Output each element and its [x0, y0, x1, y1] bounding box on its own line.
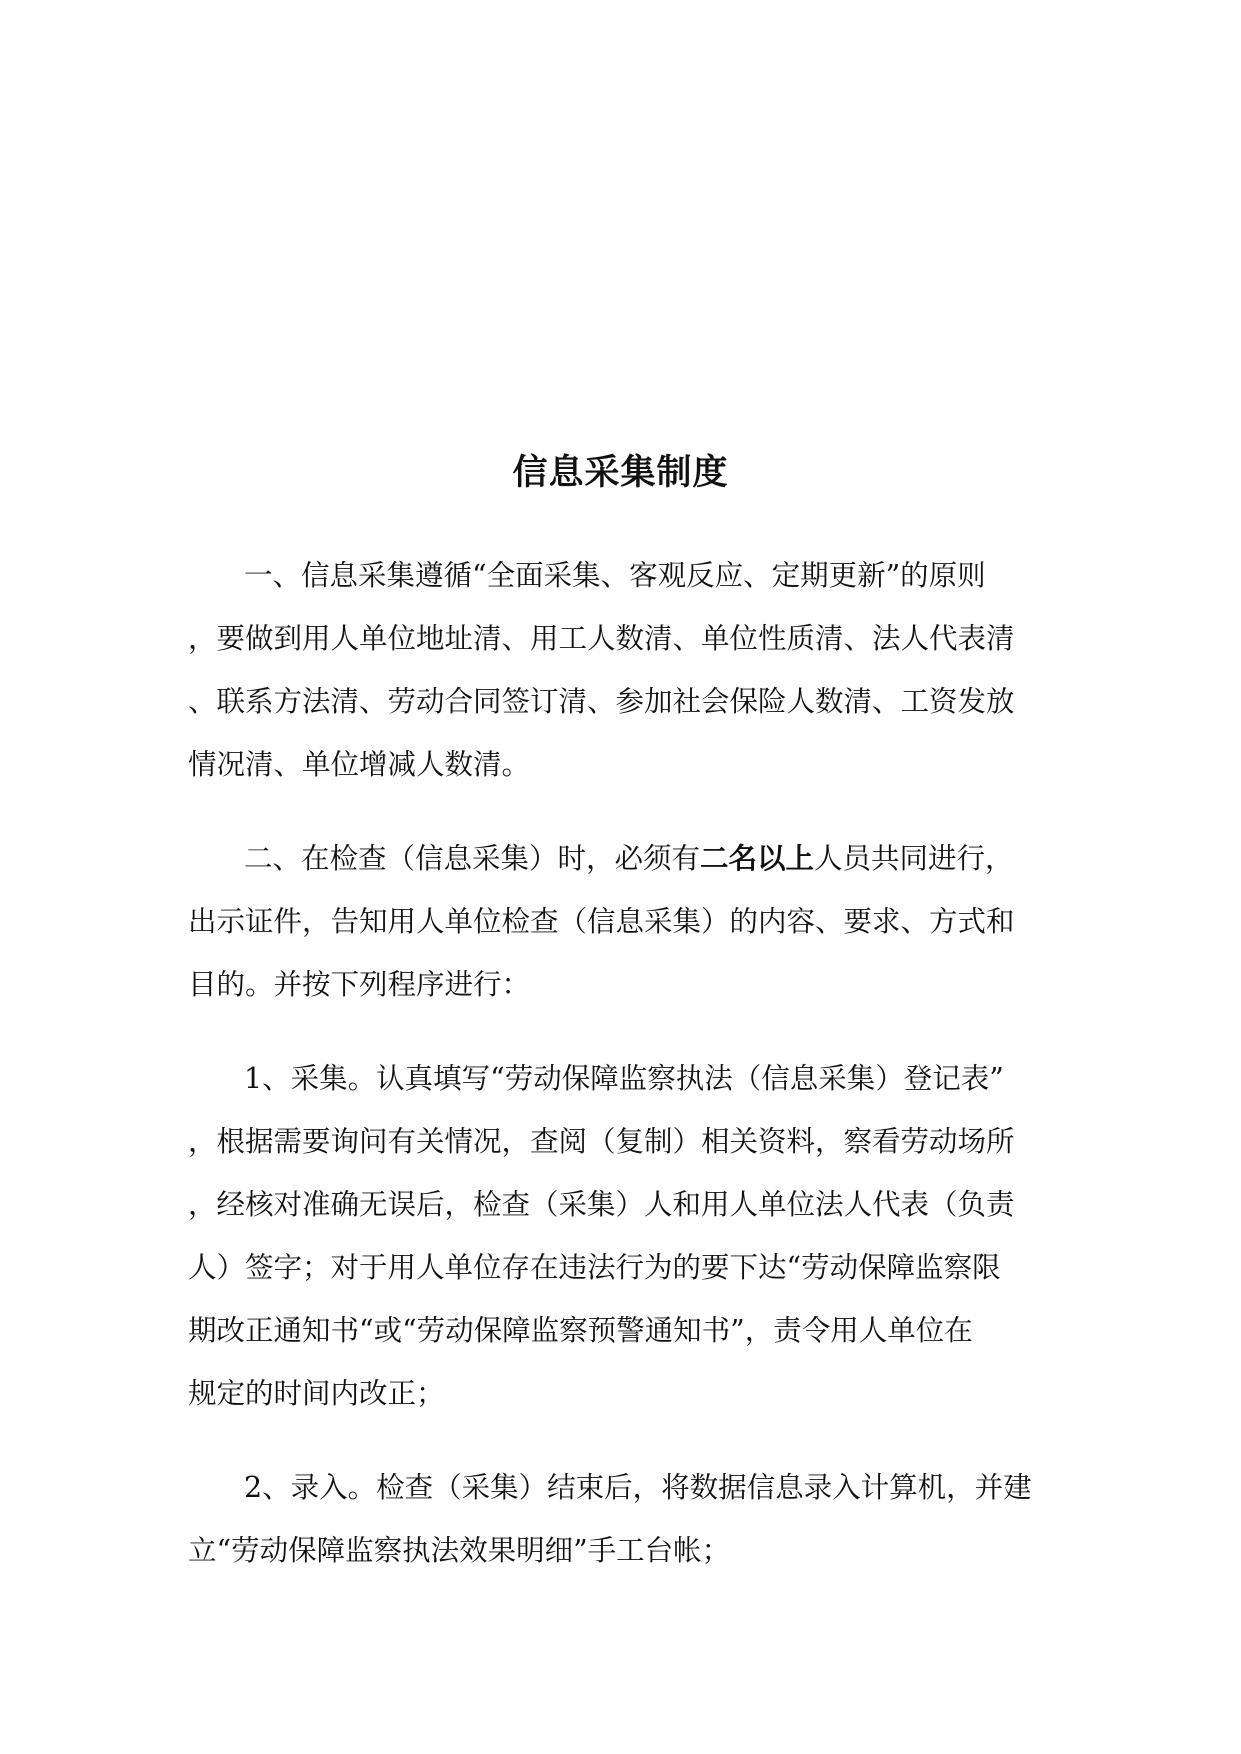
paragraph-2-line-1-text-a: 二、在检查（信息采集）时，必须有	[244, 842, 701, 875]
paragraph-3-line-4: 人）签字；对于用人单位存在违法行为的要下达“劳动保障监察限	[188, 1251, 1001, 1284]
paragraph-2-emphasis: 二名以上	[700, 842, 815, 875]
paragraph-2-line-3: 目的。并按下列程序进行：	[188, 968, 531, 1001]
paragraph-3-line-3: ，经核对准确无误后，检查（采集）人和用人单位法人代表（负责	[188, 1188, 1015, 1221]
paragraph-3-line-5: 期改正通知书“或“劳动保障监察预警通知书”，责令用人单位在	[188, 1314, 973, 1347]
paragraph-2-line-2: 出示证件，告知用人单位检查（信息采集）的内容、要求、方式和	[188, 905, 1015, 938]
paragraph-3-line-6: 规定的时间内改正；	[188, 1377, 445, 1410]
document-title: 信息采集制度	[512, 453, 729, 493]
paragraph-1-line-1: 一、信息采集遵循“全面采集、客观反应、定期更新”的原则	[244, 559, 986, 592]
paragraph-4-line-1: 2、录入。检查（采集）结束后，将数据信息录入计算机，并建	[244, 1471, 1032, 1504]
paragraph-1-line-3: 、联系方法清、劳动合同签订清、参加社会保险人数清、工资发放	[188, 685, 1015, 718]
paragraph-4-line-2: 立“劳动保障监察执法效果明细”手工台帐；	[188, 1534, 731, 1567]
paragraph-1-line-4: 情况清、单位增减人数清。	[188, 748, 531, 781]
paragraph-1-line-2: ，要做到用人单位地址清、用工人数清、单位性质清、法人代表清	[188, 622, 1015, 655]
paragraph-3-line-1: 1、采集。认真填写“劳动保障监察执法（信息采集）登记表”	[244, 1062, 1004, 1095]
paragraph-2-line-1	[244, 839, 1014, 879]
paragraph-2-line-1-text-b: 人员共同进行，	[814, 842, 1014, 875]
paragraph-3-line-2: ，根据需要询问有关情况，查阅（复制）相关资料，察看劳动场所	[188, 1125, 1015, 1158]
